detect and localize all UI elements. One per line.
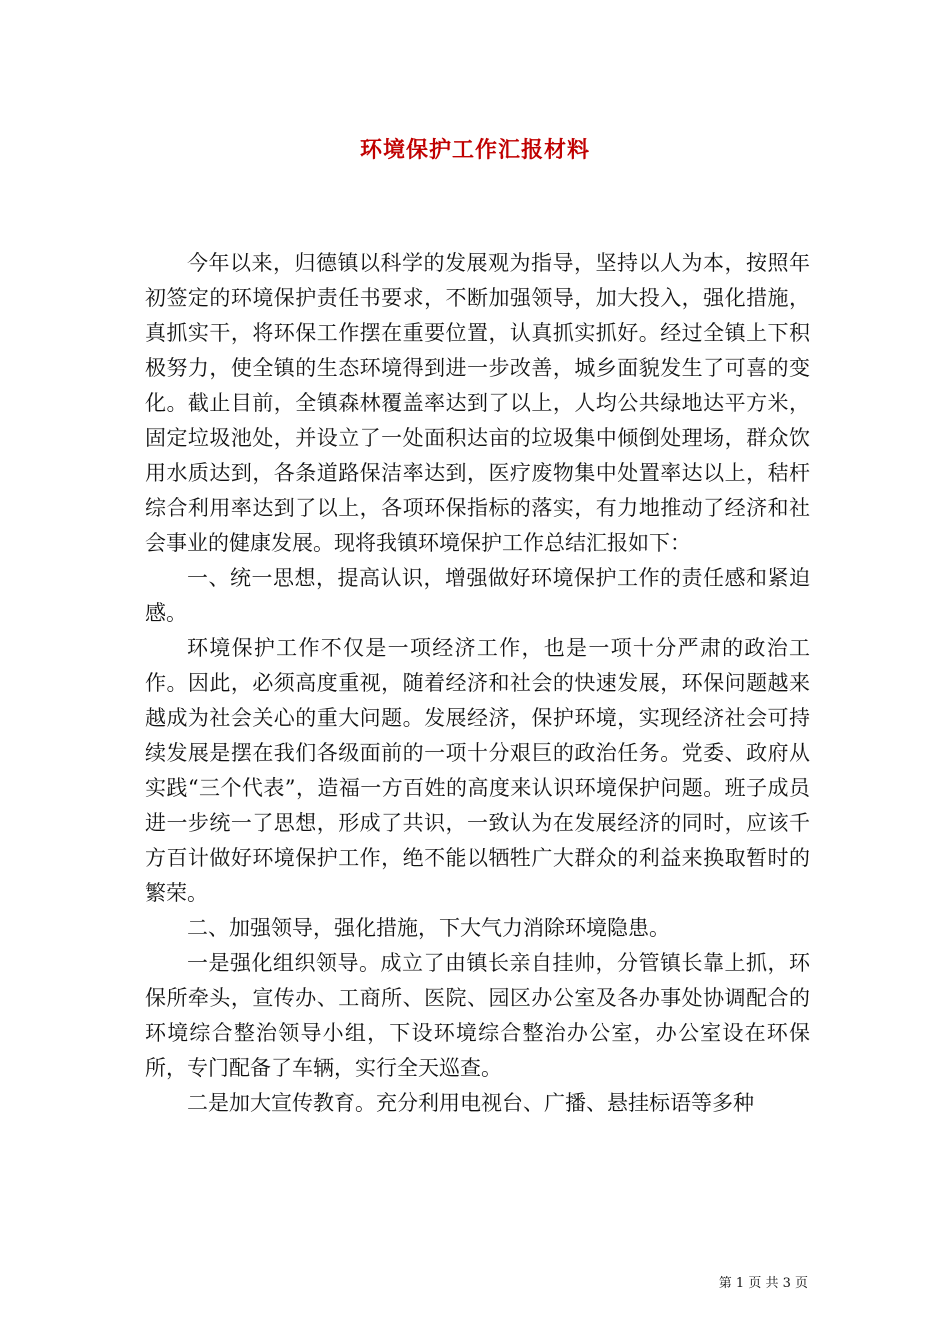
paragraph-section-1: 环境保护工作不仅是一项经济工作，也是一项十分严肃的政治工作。因此，必须高度重视，随着经济和社会的快速发展，环保问题越来越成为社会关心的重大问题。发展经济，保护环境，实现经济社会可持续发展是摆在我们各级面前的一项十分艰巨的政治任务。党委、政府从实践“三个代表”，造福一方百姓的高度来认识环境保护问题。班子成员进一步统一了思想，形成了共识，一致认为在发展经济的同时，应该千方百计做好环境保护工作，绝不能以牺牲广大群众的利益来换取暂时的繁荣。 [145,636,810,905]
heading-section-1: 一、统一思想，提高认识，增强做好环境保护工作的责任感和紧迫感。 [145,566,810,625]
paragraph-publicity: 二是加大宣传教育。充分利用电视台、广播、悬挂标语等多种 [187,1091,754,1115]
document-title: 环境保护工作汇报材料 [359,137,590,163]
paragraph-intro: 今年以来，归德镇以科学的发展观为指导，坚持以人为本，按照年初签定的环境保护责任书要求，不断加强领导，加大投入，强化措施，真抓实干，将环保工作摆在重要位置，认真抓实抓好。经过全镇上下积极努力，使全镇的生态环境得到进一步改善，城乡面貌发生了可喜的变化。截止目前，全镇森林覆盖率达到了以上，人均公共绿地达平方米，固定垃圾池处，并设立了一处面积达亩的垃圾集中倾倒处理场，群众饮用水质达到，各条道路保洁率达到，医疗废物集中处置率达以上，秸杆综合利用率达到了以上，各项环保指标的落实，有力地推动了经济和社会事业的健康发展。现将我镇环境保护工作总结汇报如下： [145,251,810,555]
page-number-footer: 第 1 页 共 3 页 [718,1276,808,1291]
heading-section-2: 二、加强领导，强化措施，下大气力消除环境隐患。 [187,916,670,940]
document-body [145,246,810,1121]
paragraph-organization: 一是强化组织领导。成立了由镇长亲自挂帅，分管镇长靠上抓，环保所牵头，宣传办、工商所、医院、园区办公室及各办事处协调配合的环境综合整治领导小组，下设环境综合整治办公室，办公室设在环保所，专门配备了车辆，实行全天巡查。 [145,951,810,1080]
